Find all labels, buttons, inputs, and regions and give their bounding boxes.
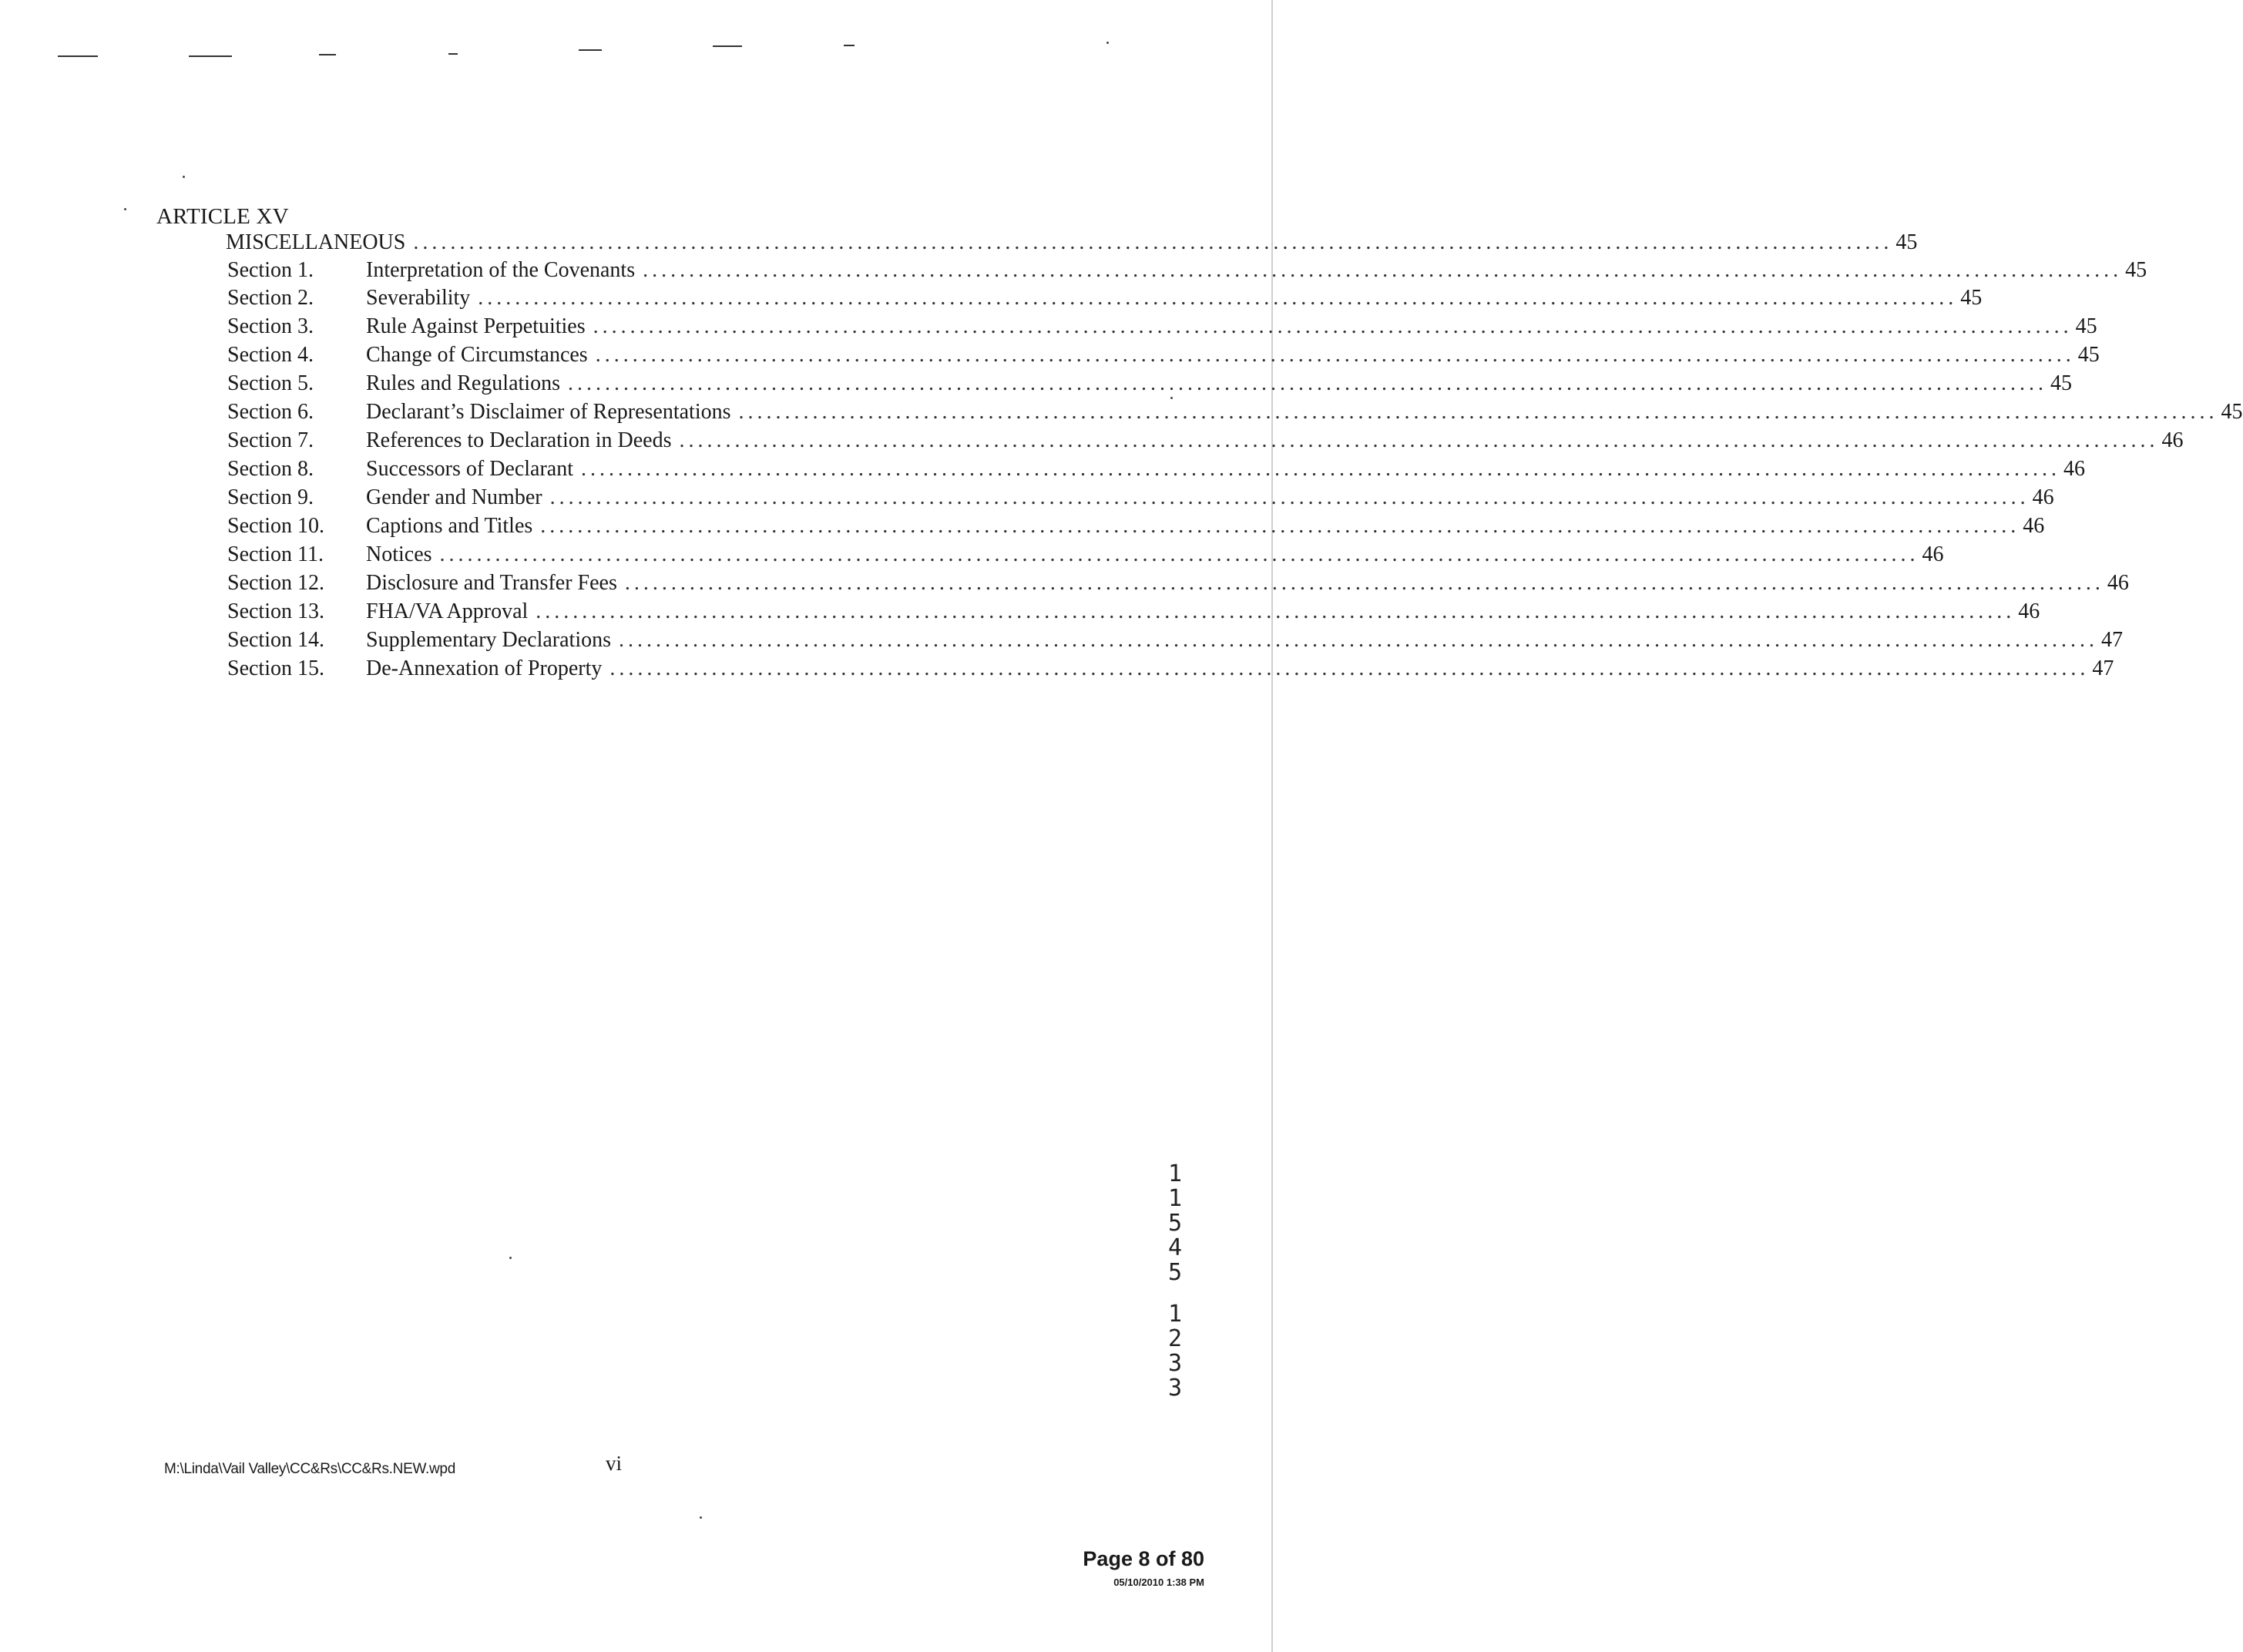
- dot-leader: ................................................................................................................................................................: [619, 628, 2099, 652]
- toc-entry: [227, 656, 2114, 684]
- footer-page-number: vi: [606, 1452, 623, 1475]
- section-number: Section 3.: [227, 314, 314, 338]
- scan-artifact: [579, 49, 602, 51]
- dot-leader: ................................................................................................................................................................: [540, 514, 2020, 538]
- toc-entry: [227, 286, 1983, 314]
- recording-stamp: [1163, 1162, 1187, 1401]
- stamp-digit: 2: [1167, 1325, 1183, 1352]
- toc-page-number: 45: [2221, 400, 2243, 424]
- dot-leader: ................................................................................................................................................................: [581, 457, 2061, 481]
- stamp-digit: 5: [1167, 1259, 1183, 1286]
- section-number: Section 15.: [227, 656, 324, 680]
- scan-artifact: [509, 1257, 512, 1259]
- recording-page-counter: Page 8 of 80: [1083, 1547, 1204, 1570]
- dot-leader: ................................................................................................................................................................: [738, 400, 2218, 424]
- stamp-digit: 1: [1167, 1301, 1183, 1328]
- toc-page-number: 46: [2161, 428, 2184, 452]
- section-title: Gender and Number: [366, 485, 542, 509]
- toc-page-number: 47: [2092, 656, 2114, 680]
- toc-page-number: 46: [1922, 542, 1944, 566]
- toc-entry: [227, 371, 2072, 399]
- toc-entry: [227, 343, 2100, 371]
- toc-entry: [227, 599, 2040, 627]
- dot-leader: ................................................................................................................................................................: [595, 343, 2075, 367]
- stamp-digit: 1: [1167, 1160, 1183, 1187]
- dot-leader: ................................................................................................................................................................: [643, 258, 2123, 282]
- scan-artifact: [713, 45, 742, 47]
- stamp-digit: 1: [1167, 1185, 1183, 1212]
- scan-artifact: [844, 45, 855, 46]
- section-number: Section 4.: [227, 343, 314, 367]
- section-title: FHA/VA Approval: [366, 599, 529, 623]
- dot-leader: ................................................................................................................................................................: [593, 314, 2073, 338]
- dot-leader: ................................................................................................................................................................: [536, 599, 2016, 623]
- stamp-digit: 4: [1167, 1234, 1183, 1261]
- section-title: Disclosure and Transfer Fees: [366, 571, 617, 595]
- scan-artifact: [189, 55, 232, 57]
- toc-entry: [227, 628, 2124, 656]
- section-title: Captions and Titles: [366, 514, 533, 538]
- toc-entry: [227, 542, 1944, 570]
- toc-entry: [227, 485, 2054, 513]
- toc-page-number: 45: [2077, 343, 2100, 367]
- toc-heading-title: MISCELLANEOUS: [226, 230, 406, 254]
- dot-leader: ................................................................................................................................................................: [549, 485, 2030, 509]
- scan-artifact: [319, 54, 336, 55]
- toc-page-number: 45: [1960, 286, 1983, 310]
- scan-artifact: [1170, 397, 1173, 399]
- section-title: Declarant’s Disclaimer of Representations: [366, 400, 731, 424]
- section-number: Section 14.: [227, 628, 324, 652]
- section-number: Section 1.: [227, 258, 314, 282]
- section-number: Section 10.: [227, 514, 324, 538]
- section-title: Successors of Declarant: [366, 457, 574, 481]
- section-title: Notices: [366, 542, 432, 566]
- toc-page-number: 46: [2063, 457, 2086, 481]
- section-number: Section 2.: [227, 286, 314, 310]
- dot-leader: ................................................................................................................................................................: [624, 571, 2104, 595]
- toc-page-number: 46: [2032, 485, 2054, 509]
- section-number: Section 11.: [227, 542, 324, 566]
- toc-heading-row: [226, 230, 1918, 258]
- scan-artifact: [1106, 42, 1109, 44]
- dot-leader: ................................................................................................................................................................: [413, 230, 1893, 254]
- toc-page-number: 45: [1895, 230, 1918, 254]
- section-number: Section 7.: [227, 428, 314, 452]
- stamp-digit: 3: [1167, 1375, 1183, 1402]
- toc-page-number: 46: [2107, 571, 2129, 595]
- stamp-digit: 5: [1167, 1210, 1183, 1237]
- dot-leader: ................................................................................................................................................................: [609, 656, 2090, 680]
- footer-file-path: M:\Linda\Vail Valley\CC&Rs\CC&Rs.NEW.wpd: [164, 1461, 455, 1477]
- section-title: Supplementary Declarations: [366, 628, 612, 652]
- scan-artifact: [183, 176, 185, 178]
- section-title: De-Annexation of Property: [366, 656, 603, 680]
- section-title: Change of Circumstances: [366, 343, 588, 367]
- dot-leader: ................................................................................................................................................................: [679, 428, 2159, 452]
- toc-entry: [227, 428, 2184, 456]
- stamp-spacer: [1163, 1285, 1187, 1302]
- toc-page-number: 45: [2050, 371, 2072, 395]
- dot-leader: ................................................................................................................................................................: [567, 371, 2047, 395]
- toc-entry: [227, 571, 2129, 599]
- toc-page-number: 45: [2075, 314, 2097, 338]
- toc-entry: [227, 457, 2086, 485]
- dot-leader: ................................................................................................................................................................: [478, 286, 1958, 310]
- scan-artifact: [58, 55, 98, 57]
- toc-page-number: 46: [2018, 599, 2040, 623]
- section-number: Section 5.: [227, 371, 314, 395]
- section-title: Rule Against Perpetuities: [366, 314, 586, 338]
- section-title: Interpretation of the Covenants: [366, 258, 636, 282]
- scan-artifact: [700, 1516, 702, 1519]
- section-title: References to Declaration in Deeds: [366, 428, 672, 452]
- section-number: Section 13.: [227, 599, 324, 623]
- scan-artifact: [448, 53, 458, 55]
- section-title: Severability: [366, 286, 471, 310]
- toc-entry: [227, 514, 2045, 542]
- recording-timestamp: 05/10/2010 1:38 PM: [1113, 1576, 1204, 1588]
- toc-page-number: 47: [2101, 628, 2124, 652]
- article-heading: ARTICLE XV: [156, 204, 289, 229]
- dot-leader: ................................................................................................................................................................: [439, 542, 1919, 566]
- scan-artifact: [124, 208, 126, 210]
- toc-page-number: 45: [2125, 258, 2147, 282]
- section-number: Section 9.: [227, 485, 314, 509]
- section-number: Section 8.: [227, 457, 314, 481]
- section-number: Section 12.: [227, 571, 324, 595]
- toc-page-number: 46: [2023, 514, 2045, 538]
- stamp-digit: 3: [1167, 1350, 1183, 1377]
- section-number: Section 6.: [227, 400, 314, 424]
- section-title: Rules and Regulations: [366, 371, 560, 395]
- toc-entry: [227, 258, 2147, 286]
- toc-entry: [227, 400, 2243, 428]
- toc-entry: [227, 314, 2097, 342]
